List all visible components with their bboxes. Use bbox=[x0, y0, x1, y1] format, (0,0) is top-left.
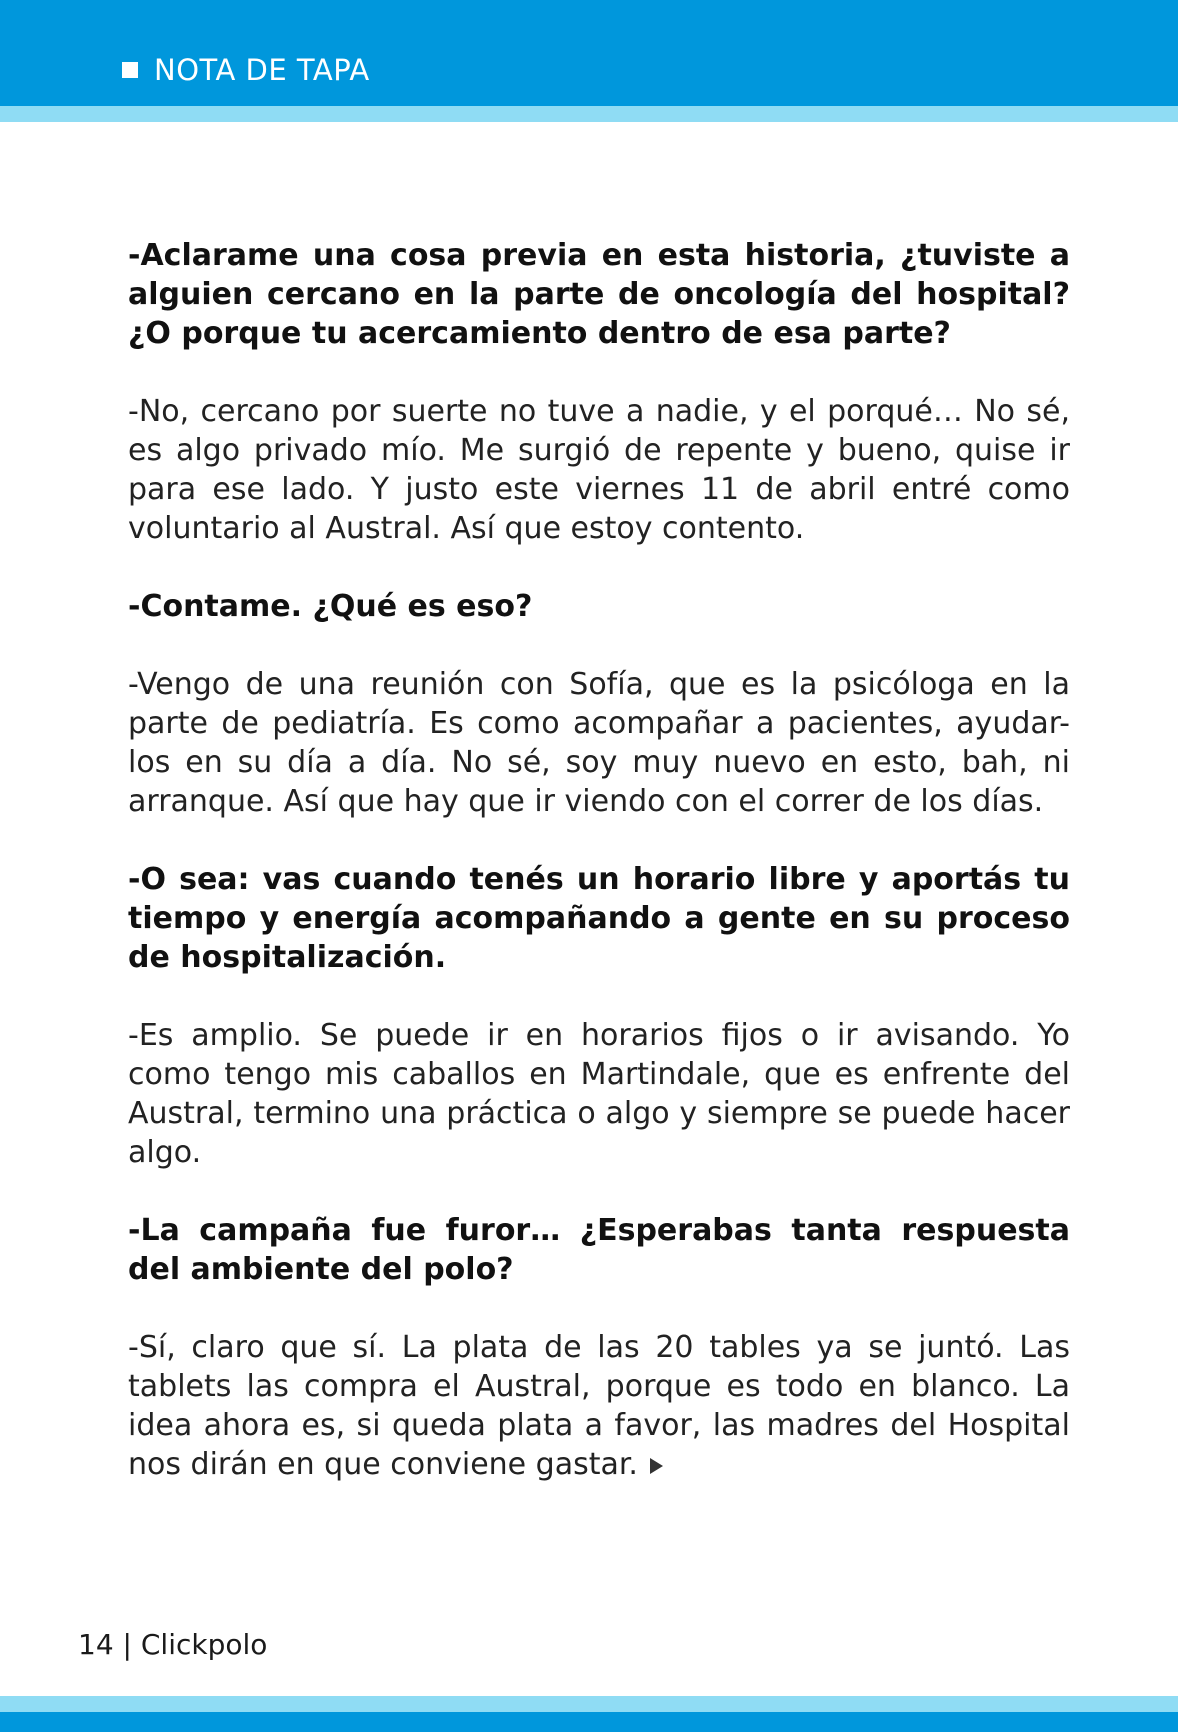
interview-answer-final bbox=[128, 1328, 1070, 1484]
footer-stripe bbox=[0, 1696, 1178, 1712]
section-label-text: NOTA DE TAPA bbox=[154, 53, 370, 87]
interview-article bbox=[128, 236, 1070, 1484]
triangle-right-icon bbox=[650, 1458, 663, 1474]
interview-question: -O sea: vas cuando tenés un horario libre y aportás tu tiempo y energía acompañando a gente en su proceso de hospitalización. bbox=[128, 862, 1070, 975]
interview-answer: -Es amplio. Se puede ir en horarios fijos o ir avisando. Yo como tengo mis caballos en Martindale, que es enfrente del Austral, termino una práctica o algo y siempre se puede hacer algo. bbox=[128, 1018, 1070, 1170]
header-stripe bbox=[0, 106, 1178, 122]
interview-question: -Aclarame una cosa previa en esta historia, ¿tuviste a alguien cercano en la parte de oncología del hospital? ¿O porque tu acercamiento dentro de esa parte? bbox=[128, 238, 1070, 351]
square-bullet-icon bbox=[122, 62, 138, 78]
interview-answer: -Vengo de una reunión con Sofía, que es la psicóloga en la parte de pediatría. Es como acompañar a pacientes, ayudar-los en su día a día. No sé, soy muy nuevo en esto, bah, ni arranque. Así que hay que ir viendo con el correr de los días. bbox=[128, 667, 1070, 819]
interview-answer: -No, cercano por suerte no tuve a nadie, y el porqué… No sé, es algo privado mío. Me surgió de repente y bueno, quise ir para ese lado. Y justo este viernes 11 de abril entré como voluntario al Austral. Así que estoy contento. bbox=[128, 394, 1070, 546]
interview-question: -Contame. ¿Qué es eso? bbox=[128, 589, 533, 624]
interview-question: -La campaña fue furor… ¿Esperabas tanta respuesta del ambiente del polo? bbox=[128, 1213, 1070, 1287]
page-folio: 14 | Clickpolo bbox=[78, 1628, 268, 1661]
footer-band bbox=[0, 1712, 1178, 1732]
interview-answer-text: -Sí, claro que sí. La plata de las 20 tables ya se juntó. Las tablets las compra el Austral, porque es todo en blanco. La idea ahora es, si queda plata a favor, las madres del Hospital nos dirán en que conviene gastar. bbox=[128, 1330, 1070, 1482]
section-label bbox=[122, 50, 370, 90]
